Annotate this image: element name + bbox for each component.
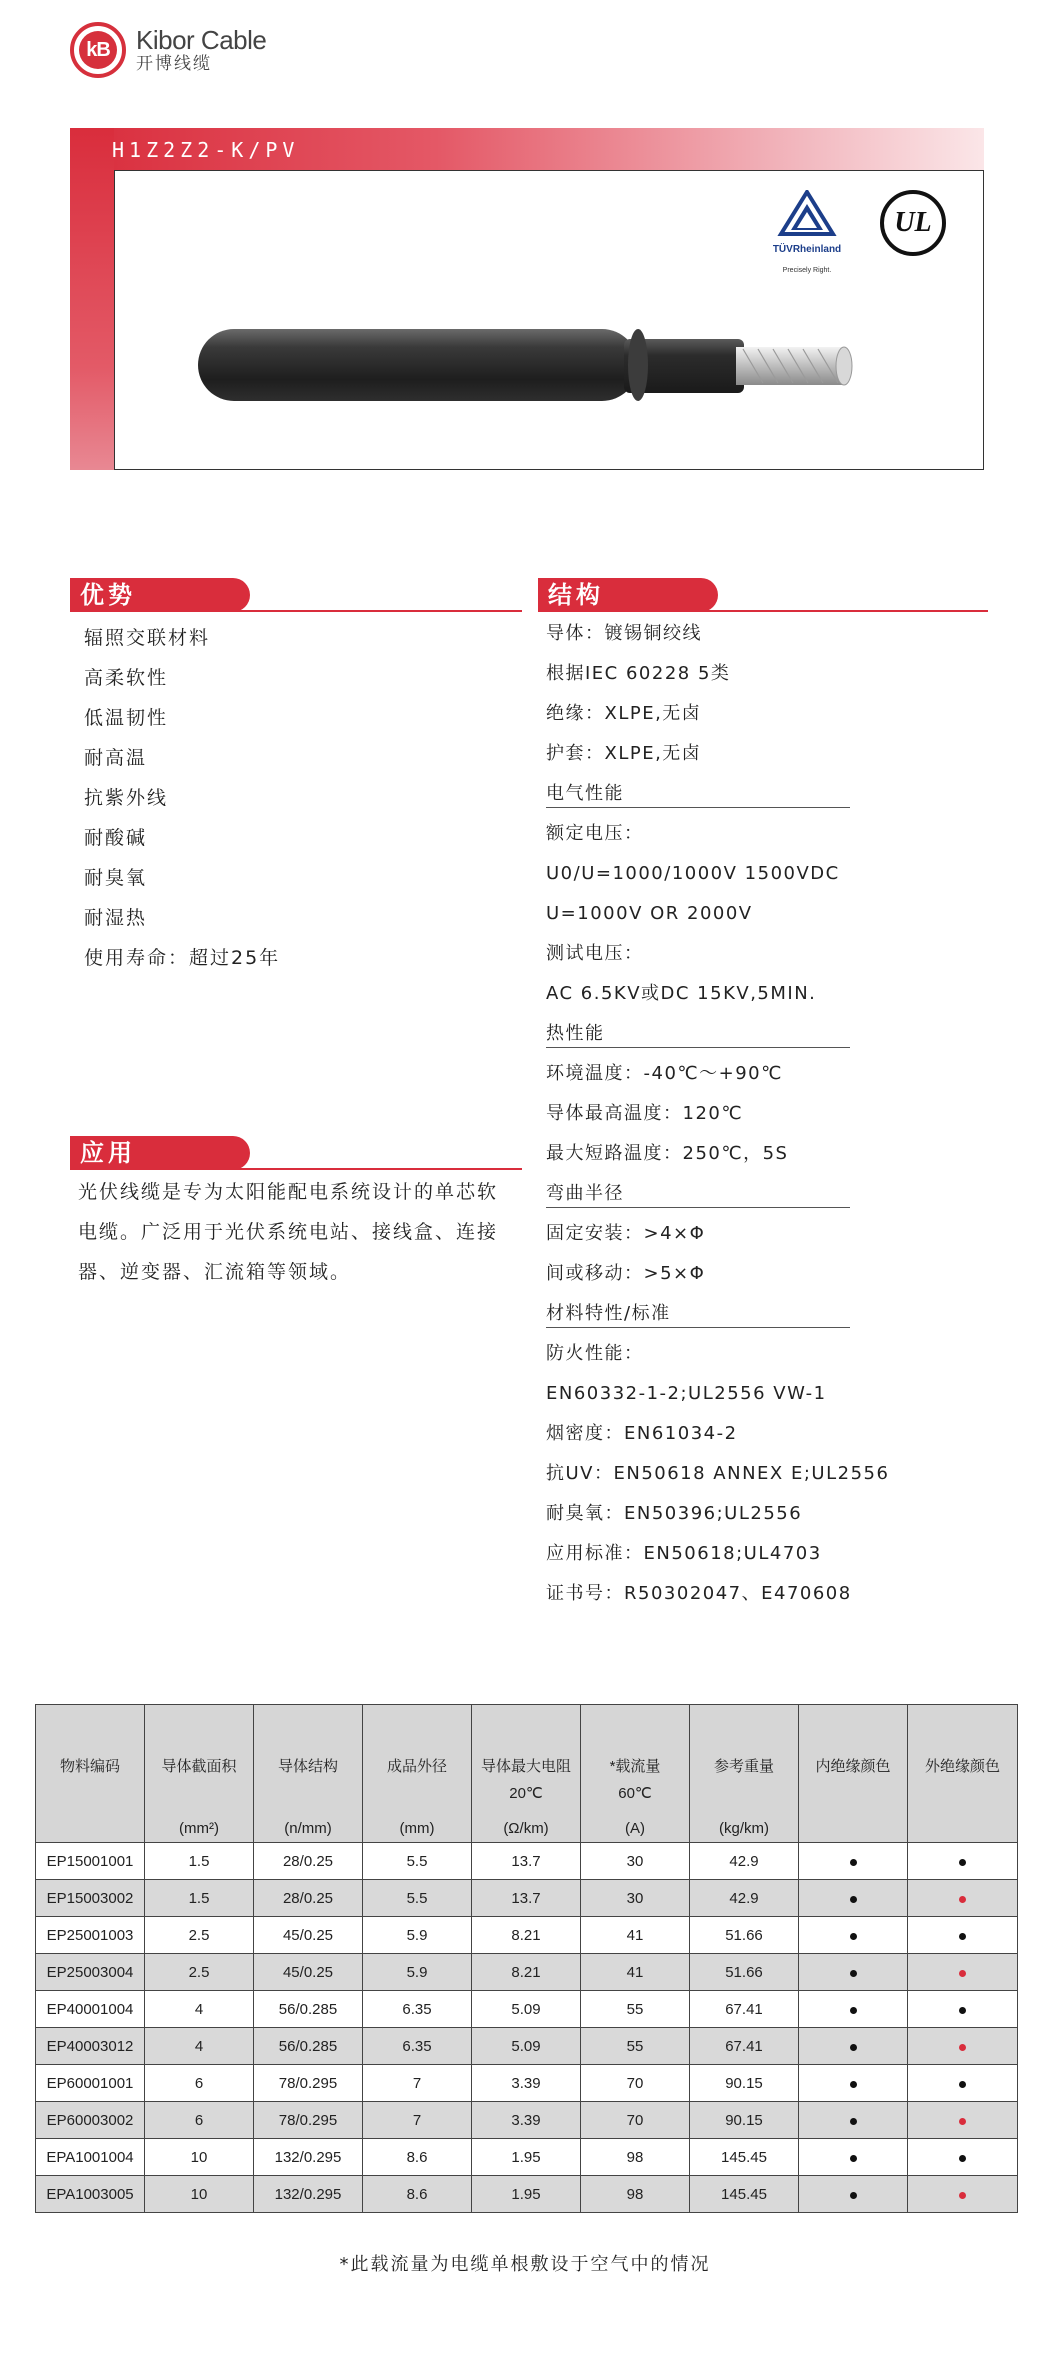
cell-inner-color	[799, 2139, 908, 2176]
cell-area: 1.5	[145, 1880, 254, 1917]
color-dot-icon	[959, 2192, 966, 2199]
cell-resistance: 8.21	[472, 1954, 581, 1991]
cell-inner-color	[799, 1991, 908, 2028]
cell-structure: 56/0.285	[254, 2028, 363, 2065]
cell-structure: 45/0.25	[254, 1954, 363, 1991]
header-label: 参考重量	[713, 1758, 774, 1775]
cell-weight: 90.15	[690, 2065, 799, 2102]
cell-resistance: 5.09	[472, 2028, 581, 2065]
table-body	[36, 1843, 1018, 2213]
cell-weight: 90.15	[690, 2102, 799, 2139]
cell-code: EP40001004	[36, 1991, 145, 2028]
structure-item: 防火性能：	[546, 1343, 644, 1364]
color-dot-icon	[959, 2081, 966, 2088]
cell-inner-color	[799, 1917, 908, 1954]
structure-item: 护套：XLPE,无卤	[546, 743, 702, 764]
cell-inner-color	[799, 2176, 908, 2213]
cell-outer-color	[908, 1917, 1018, 1954]
advantage-item: 耐臭氧	[84, 867, 148, 889]
header-label: 导体结构	[277, 1758, 338, 1775]
color-dot-icon	[959, 2044, 966, 2051]
cell-area: 2.5	[145, 1954, 254, 1991]
color-dot-icon	[850, 2044, 857, 2051]
cell-resistance: 5.09	[472, 1991, 581, 2028]
cell-weight: 42.9	[690, 1843, 799, 1880]
tuv-subtitle: Precisely Right.	[782, 267, 832, 274]
table-row	[36, 1991, 1018, 2028]
advantage-item: 低温韧性	[84, 707, 169, 729]
cell-inner-color	[799, 1880, 908, 1917]
cell-diameter: 5.9	[363, 1917, 472, 1954]
cell-inner-color	[799, 1954, 908, 1991]
structure-item: 最大短路温度：250℃，5S	[546, 1143, 789, 1164]
table-row	[36, 1954, 1018, 1991]
cell-current: 30	[581, 1843, 690, 1880]
application-title: 应用	[70, 1136, 250, 1170]
structure-underline	[538, 610, 988, 612]
structure-subheading: 弯曲半径	[546, 1174, 986, 1214]
structure-subheading: 热性能	[546, 1014, 986, 1054]
cell-structure: 78/0.295	[254, 2065, 363, 2102]
cell-diameter: 7	[363, 2102, 472, 2139]
cell-structure: 28/0.25	[254, 1880, 363, 1917]
color-dot-icon	[959, 1933, 966, 1940]
cell-structure: 78/0.295	[254, 2102, 363, 2139]
color-dot-icon	[850, 2081, 857, 2088]
cell-outer-color	[908, 2176, 1018, 2213]
ul-certification-icon	[880, 190, 946, 256]
color-dot-icon	[850, 1970, 857, 1977]
color-dot-icon	[959, 2007, 966, 2014]
cell-code: EPA1001004	[36, 2139, 145, 2176]
brand-logo	[70, 20, 266, 80]
header-unit: (n/mm)	[284, 1820, 332, 1837]
structure-title: 结构	[538, 578, 718, 612]
table-header-cell	[690, 1705, 799, 1843]
structure-item: 间或移动：>5×Φ	[546, 1263, 706, 1284]
cell-code: EP60003002	[36, 2102, 145, 2139]
cell-structure: 56/0.285	[254, 1991, 363, 2028]
color-dot-icon	[850, 2192, 857, 2199]
ul-mark: UL	[894, 207, 932, 238]
structure-subheading: 电气性能	[546, 774, 986, 814]
structure-item: 导体：镀锡铜绞线	[546, 623, 702, 644]
cable-image	[188, 315, 868, 415]
header-unit: (A)	[625, 1820, 645, 1837]
header-unit: (mm²)	[179, 1820, 219, 1837]
table-header-cell	[799, 1705, 908, 1843]
cell-weight: 145.45	[690, 2176, 799, 2213]
cell-weight: 42.9	[690, 1880, 799, 1917]
brand-mark-text: kB	[79, 31, 117, 69]
cell-code: EP15001001	[36, 1843, 145, 1880]
cell-diameter: 6.35	[363, 1991, 472, 2028]
table-header-cell	[36, 1705, 145, 1843]
cell-code: EP15003002	[36, 1880, 145, 1917]
color-dot-icon	[959, 1970, 966, 1977]
product-title: H1Z2Z2-K/PV	[112, 138, 300, 162]
header-label: 内绝缘颜色	[815, 1758, 891, 1775]
cell-diameter: 8.6	[363, 2176, 472, 2213]
cell-structure: 132/0.295	[254, 2176, 363, 2213]
color-dot-icon	[850, 1933, 857, 1940]
cell-diameter: 5.5	[363, 1843, 472, 1880]
header-label: 成品外径	[386, 1758, 447, 1775]
cell-outer-color	[908, 1954, 1018, 1991]
table-row	[36, 2028, 1018, 2065]
advantage-item: 耐酸碱	[84, 827, 148, 849]
advantage-item: 抗紫外线	[84, 787, 169, 809]
table-row	[36, 2176, 1018, 2213]
brand-name-cn: 开博线缆	[136, 54, 212, 74]
cell-code: EP40003012	[36, 2028, 145, 2065]
cell-weight: 145.45	[690, 2139, 799, 2176]
cell-current: 41	[581, 1917, 690, 1954]
tuv-certification-icon	[762, 190, 852, 280]
spec-table	[35, 1704, 1018, 2213]
cell-code: EPA1003005	[36, 2176, 145, 2213]
cell-inner-color	[799, 1843, 908, 1880]
cell-diameter: 7	[363, 2065, 472, 2102]
header-label: 60℃	[618, 1785, 652, 1802]
structure-item: 绝缘：XLPE,无卤	[546, 703, 702, 724]
cell-area: 4	[145, 2028, 254, 2065]
cell-area: 6	[145, 2065, 254, 2102]
cell-weight: 51.66	[690, 1954, 799, 1991]
advantages-list	[84, 618, 464, 978]
advantage-item: 耐高温	[84, 747, 148, 769]
cell-resistance: 1.95	[472, 2176, 581, 2213]
cell-weight: 67.41	[690, 2028, 799, 2065]
cell-weight: 51.66	[690, 1917, 799, 1954]
application-underline	[70, 1168, 522, 1170]
table-header-row	[36, 1705, 1018, 1843]
header-label: *载流量	[609, 1758, 661, 1775]
color-dot-icon	[850, 2007, 857, 2014]
structure-item: 导体最高温度：120℃	[546, 1103, 744, 1124]
color-dot-icon	[959, 1859, 966, 1866]
cell-outer-color	[908, 1991, 1018, 2028]
header-unit: (kg/km)	[719, 1820, 769, 1837]
cell-structure: 45/0.25	[254, 1917, 363, 1954]
cell-current: 41	[581, 1954, 690, 1991]
cell-area: 10	[145, 2139, 254, 2176]
cell-area: 6	[145, 2102, 254, 2139]
header-unit: (Ω/km)	[503, 1820, 549, 1837]
cell-current: 98	[581, 2139, 690, 2176]
application-header	[70, 1136, 522, 1170]
cell-structure: 132/0.295	[254, 2139, 363, 2176]
cell-area: 1.5	[145, 1843, 254, 1880]
advantage-item: 辐照交联材料	[84, 627, 211, 649]
cell-code: EP60001001	[36, 2065, 145, 2102]
table-header-cell	[145, 1705, 254, 1843]
cell-outer-color	[908, 2102, 1018, 2139]
structure-subheading: 材料特性/标准	[546, 1294, 986, 1334]
structure-list	[546, 614, 986, 1614]
structure-item: 抗UV：EN50618 ANNEX E;UL2556	[546, 1463, 890, 1484]
structure-item: 证书号：R50302047、E470608	[546, 1583, 852, 1604]
color-dot-icon	[959, 1896, 966, 1903]
cell-outer-color	[908, 2139, 1018, 2176]
cell-weight: 67.41	[690, 1991, 799, 2028]
cell-current: 55	[581, 2028, 690, 2065]
structure-item: U0/U=1000/1000V 1500VDC	[546, 863, 840, 884]
cell-resistance: 3.39	[472, 2102, 581, 2139]
cell-diameter: 6.35	[363, 2028, 472, 2065]
cell-diameter: 8.6	[363, 2139, 472, 2176]
advantages-underline	[70, 610, 522, 612]
brand-mark-icon	[70, 22, 126, 78]
cell-area: 2.5	[145, 1917, 254, 1954]
color-dot-icon	[959, 2118, 966, 2125]
structure-header	[538, 578, 988, 612]
header-label: 20℃	[509, 1785, 543, 1802]
footnote: *此载流量为电缆单根敷设于空气中的情况	[339, 2254, 711, 2275]
cell-resistance: 8.21	[472, 1917, 581, 1954]
tuv-name: TÜVRheinland	[772, 244, 842, 255]
cell-current: 98	[581, 2176, 690, 2213]
structure-item: 根据IEC 60228 5类	[546, 663, 731, 684]
header-label: 导体截面积	[161, 1758, 237, 1775]
table-header-cell	[363, 1705, 472, 1843]
table-row	[36, 2102, 1018, 2139]
brand-text	[136, 27, 266, 73]
color-dot-icon	[850, 1896, 857, 1903]
cell-diameter: 5.9	[363, 1954, 472, 1991]
cell-resistance: 13.7	[472, 1843, 581, 1880]
structure-item: 耐臭氧：EN50396;UL2556	[546, 1503, 803, 1524]
color-dot-icon	[850, 2155, 857, 2162]
table-row	[36, 2139, 1018, 2176]
color-dot-icon	[850, 1859, 857, 1866]
tuv-triangle-icon	[777, 190, 837, 238]
cell-code: EP25001003	[36, 1917, 145, 1954]
cell-current: 70	[581, 2102, 690, 2139]
cell-resistance: 13.7	[472, 1880, 581, 1917]
cell-outer-color	[908, 1843, 1018, 1880]
advantage-item: 使用寿命：超过25年	[84, 947, 281, 969]
header-label: 外绝缘颜色	[924, 1758, 1000, 1775]
structure-item: 测试电压：	[546, 943, 644, 964]
color-dot-icon	[959, 2155, 966, 2162]
cell-current: 30	[581, 1880, 690, 1917]
cell-code: EP25003004	[36, 1954, 145, 1991]
header-unit: (mm)	[399, 1820, 435, 1837]
structure-item: AC 6.5KV或DC 15KV,5MIN.	[546, 983, 817, 1004]
cell-inner-color	[799, 2065, 908, 2102]
cell-inner-color	[799, 2102, 908, 2139]
brand-name-en: Kibor Cable	[136, 25, 267, 55]
table-header-cell	[581, 1705, 690, 1843]
cell-inner-color	[799, 2028, 908, 2065]
table-row	[36, 1843, 1018, 1880]
cell-resistance: 3.39	[472, 2065, 581, 2102]
advantage-item: 高柔软性	[84, 667, 169, 689]
cell-area: 10	[145, 2176, 254, 2213]
cell-outer-color	[908, 2028, 1018, 2065]
table-header-cell	[254, 1705, 363, 1843]
cell-outer-color	[908, 2065, 1018, 2102]
table-header-cell	[908, 1705, 1018, 1843]
structure-item: 烟密度：EN61034-2	[546, 1423, 738, 1444]
table-row	[36, 2065, 1018, 2102]
cell-resistance: 1.95	[472, 2139, 581, 2176]
advantages-title: 优势	[70, 578, 250, 612]
structure-item: EN60332-1-2;UL2556 VW-1	[546, 1383, 827, 1404]
advantage-item: 耐湿热	[84, 907, 148, 929]
table-row	[36, 1880, 1018, 1917]
application-text: 光伏线缆是专为太阳能配电系统设计的单芯软电缆。广泛用于光伏系统电站、接线盒、连接器、逆变器、汇流箱等领域。	[78, 1181, 499, 1283]
color-dot-icon	[850, 2118, 857, 2125]
structure-item: 环境温度：-40℃～+90℃	[546, 1063, 783, 1084]
structure-item: 额定电压：	[546, 823, 644, 844]
cell-structure: 28/0.25	[254, 1843, 363, 1880]
advantages-header	[70, 578, 522, 612]
table-header-cell	[472, 1705, 581, 1843]
structure-item: 固定安装：>4×Φ	[546, 1223, 706, 1244]
cell-diameter: 5.5	[363, 1880, 472, 1917]
structure-item: U=1000V OR 2000V	[546, 903, 753, 924]
cell-outer-color	[908, 1880, 1018, 1917]
table-row	[36, 1917, 1018, 1954]
cell-current: 70	[581, 2065, 690, 2102]
cell-current: 55	[581, 1991, 690, 2028]
banner-side	[70, 128, 114, 470]
header-label: 导体最大电阻	[480, 1758, 571, 1775]
header-label: 物料编码	[59, 1758, 120, 1775]
cell-area: 4	[145, 1991, 254, 2028]
structure-item: 应用标准：EN50618;UL4703	[546, 1543, 822, 1564]
